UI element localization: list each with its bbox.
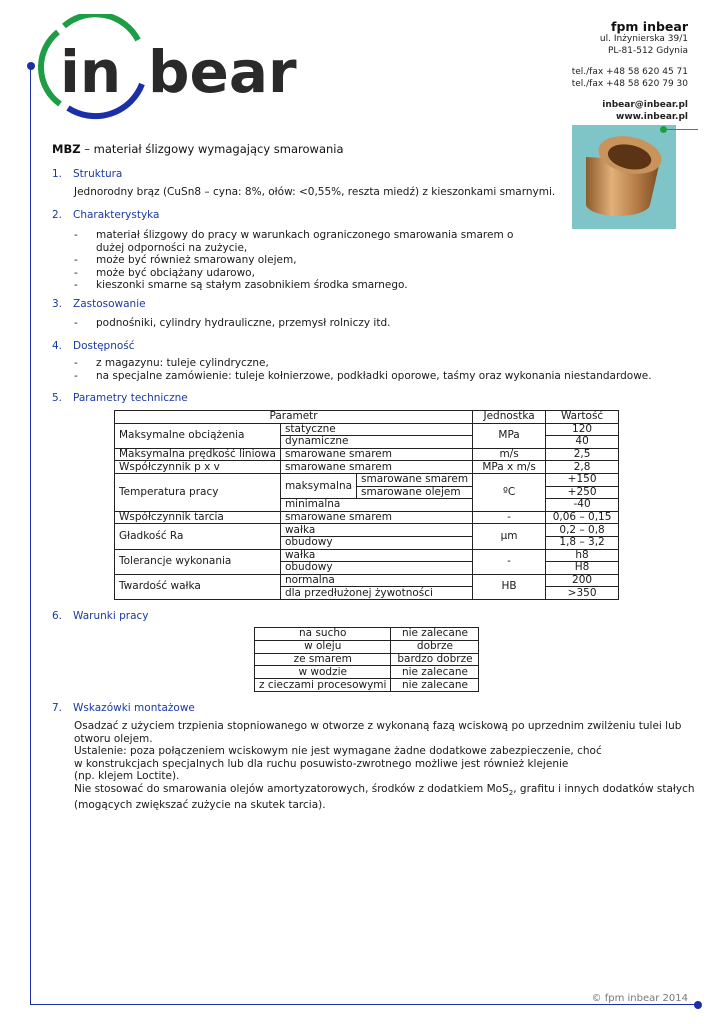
table-cell: MPa x m/s (473, 461, 546, 474)
table-row (115, 461, 619, 474)
page-frame-left-line (30, 66, 31, 1004)
logo-green-arc (41, 32, 60, 104)
montaz-line: otworu olejem. (74, 732, 153, 745)
table-cell: 0,06 – 0,15 (546, 511, 619, 524)
table-cell: m/s (473, 448, 546, 461)
company-email[interactable]: inbear@inbear.pl (602, 100, 688, 110)
company-street: ul. Inżynierska 39/1 (599, 34, 688, 44)
list-item: - kieszonki smarne są stałym zasobnikiem środka smarnego. (74, 279, 544, 292)
company-name: fpm inbear (611, 19, 688, 34)
list-item: - może być również smarowany olejem, (74, 254, 544, 267)
table-cell: nie zalecane (391, 628, 479, 641)
company-website[interactable]: www.inbear.pl (616, 111, 688, 122)
table-cell: wałka (280, 524, 472, 537)
table-cell: MPa (473, 423, 546, 448)
logo-green-top-arc (64, 14, 138, 40)
table-cell: dla przedłużonej żywotności (280, 587, 472, 600)
product-image-bushing (572, 125, 676, 229)
table-cell: w oleju (255, 640, 391, 653)
section-heading-4: 4. Dostępność (52, 340, 135, 352)
table-cell: >350 (546, 587, 619, 600)
list-item: - podnośniki, cylindry hydrauliczne, przemysł rolniczy itd. (74, 317, 390, 330)
table-row (115, 511, 619, 524)
table-row (115, 549, 619, 562)
inbear-logo (38, 14, 318, 120)
table-row (255, 640, 479, 653)
table-cell: ºC (473, 473, 546, 511)
table-cell: Maksymalne obciążenia (115, 423, 281, 448)
list-item: - z magazynu: tuleje cylindryczne, (74, 357, 652, 370)
section-heading-5: 5. Parametry techniczne (52, 392, 188, 404)
table-cell: h8 (546, 549, 619, 562)
table-cell: Temperatura pracy (115, 473, 281, 511)
table-row (115, 448, 619, 461)
table-cell: smarowane smarem (280, 511, 472, 524)
table-cell: 0,2 – 0,8 (546, 524, 619, 537)
table-cell: 1,8 – 3,2 (546, 536, 619, 549)
frame-dot-bottom-right (694, 1001, 702, 1009)
table-cell: smarowane olejem (357, 486, 473, 499)
section-heading-7: 7. Wskazówki montażowe (52, 702, 195, 714)
table-cell: Gładkość Ra (115, 524, 281, 549)
table-cell: HB (473, 574, 546, 599)
table-row (115, 574, 619, 587)
title-code: MBZ (52, 142, 81, 156)
working-conditions-table (254, 627, 479, 692)
table-row (255, 679, 479, 692)
copyright-footer: © fpm inbear 2014 (591, 993, 688, 1004)
table-header-unit: Jednostka (473, 411, 546, 424)
table-cell: +250 (546, 486, 619, 499)
table-cell: dynamiczne (280, 436, 472, 449)
table-header-value: Wartość (546, 411, 619, 424)
list-item: - materiał ślizgowy do pracy w warunkach ograniczonego smarowania smarem o dużej odporności na zużycie, (74, 229, 544, 254)
table-cell: smarowane smarem (357, 473, 473, 486)
table-cell: 40 (546, 436, 619, 449)
table-cell: 200 (546, 574, 619, 587)
table-cell: Współczynnik tarcia (115, 511, 281, 524)
table-cell: smarowane smarem (280, 448, 472, 461)
table-cell: 120 (546, 423, 619, 436)
section-heading-1: 1. Struktura (52, 168, 123, 180)
section-heading-2: 2. Charakterystyka (52, 209, 160, 221)
table-cell: ze smarem (255, 653, 391, 666)
struktura-text: Jednorodny brąz (CuSn8 – cyna: 8%, ołów: <0,55%, reszta miedź) z kieszonkami smarnymi. (74, 186, 556, 198)
table-row (255, 653, 479, 666)
montaz-line: Nie stosować do smarowania olejów amortyzatorowych, środków z dodatkiem MoS$_2$, grafitu i innych dodatków stałych (74, 782, 695, 797)
table-cell: z cieczami procesowymi (255, 679, 391, 692)
table-cell: normalna (280, 574, 472, 587)
logo-text-in: in (60, 38, 122, 106)
image-accent-dot (660, 126, 667, 133)
montaz-line: Ustalenie: poza połączeniem wciskowym nie jest wymagane żadne dodatkowe zabezpieczenie, choć (74, 745, 602, 757)
table-cell: - (473, 511, 546, 524)
table-header-parameter: Parametr (115, 411, 473, 424)
company-city: PL-81-512 Gdynia (607, 45, 688, 56)
dostepnosc-list (74, 357, 652, 382)
image-accent-line (663, 129, 698, 130)
table-cell: - (473, 549, 546, 574)
list-item: - może być obciążany udarowo, (74, 267, 544, 280)
table-cell: w wodzie (255, 666, 391, 679)
table-cell: obudowy (280, 536, 472, 549)
montaz-text (74, 720, 695, 812)
table-cell: Twardość wałka (115, 574, 281, 599)
montaz-line: (np. klejem Loctite). (74, 770, 180, 782)
table-cell: -40 (546, 499, 619, 512)
table-cell: maksymalna (280, 473, 356, 498)
montaz-line: Osadzać z użyciem trzpienia stopniowanego w otworze z wykonaną fazą wciskową po uprzednim zwilżeniu tulei lub (74, 720, 682, 732)
table-cell: H8 (546, 562, 619, 575)
table-row (255, 628, 479, 641)
table-cell: 2,5 (546, 448, 619, 461)
parameters-table (114, 410, 619, 600)
table-cell: bardzo dobrze (391, 653, 479, 666)
table-cell: Tolerancje wykonania (115, 549, 281, 574)
table-cell: statyczne (280, 423, 472, 436)
table-cell: minimalna (280, 499, 472, 512)
frame-dot-top (27, 62, 35, 70)
table-cell: Współczynnik p x v (115, 461, 281, 474)
company-tel-1: tel./fax +48 58 620 45 71 (571, 67, 688, 77)
company-tel-2: tel./fax +48 58 620 79 30 (571, 78, 688, 89)
zastosowanie-list (74, 317, 390, 330)
table-row (115, 524, 619, 537)
section-heading-6: 6. Warunki pracy (52, 610, 149, 622)
table-cell: na sucho (255, 628, 391, 641)
table-row (115, 423, 619, 436)
montaz-line: w konstrukcjach specjalnych lub dla ruchu posuwisto-zwrotnego możliwe jest również klejenie (74, 757, 569, 770)
table-row (255, 666, 479, 679)
table-cell: Maksymalna prędkość liniowa (115, 448, 281, 461)
table-cell: +150 (546, 473, 619, 486)
logo-text-bear: bear (148, 38, 297, 106)
table-cell: smarowane smarem (280, 461, 472, 474)
montaz-line: (mogących zwiększać zużycie na skutek tarcia). (74, 799, 326, 812)
company-info (572, 20, 688, 123)
charakterystyka-list (74, 229, 544, 292)
list-item: - na specjalne zamówienie: tuleje kołnierzowe, podkładki oporowe, taśmy oraz wykonania niestandardowe. (74, 370, 652, 383)
table-cell: dobrze (391, 640, 479, 653)
table-cell: nie zalecane (391, 679, 479, 692)
table-cell: 2,8 (546, 461, 619, 474)
table-cell: obudowy (280, 562, 472, 575)
table-cell: nie zalecane (391, 666, 479, 679)
table-cell: µm (473, 524, 546, 549)
document-title (52, 142, 344, 156)
table-row (115, 473, 619, 486)
table-row (115, 411, 619, 424)
section-heading-3: 3. Zastosowanie (52, 298, 146, 310)
table-cell: wałka (280, 549, 472, 562)
page-frame-bottom-line (30, 1004, 698, 1005)
title-text: – materiał ślizgowy wymagający smarowania (80, 142, 344, 156)
